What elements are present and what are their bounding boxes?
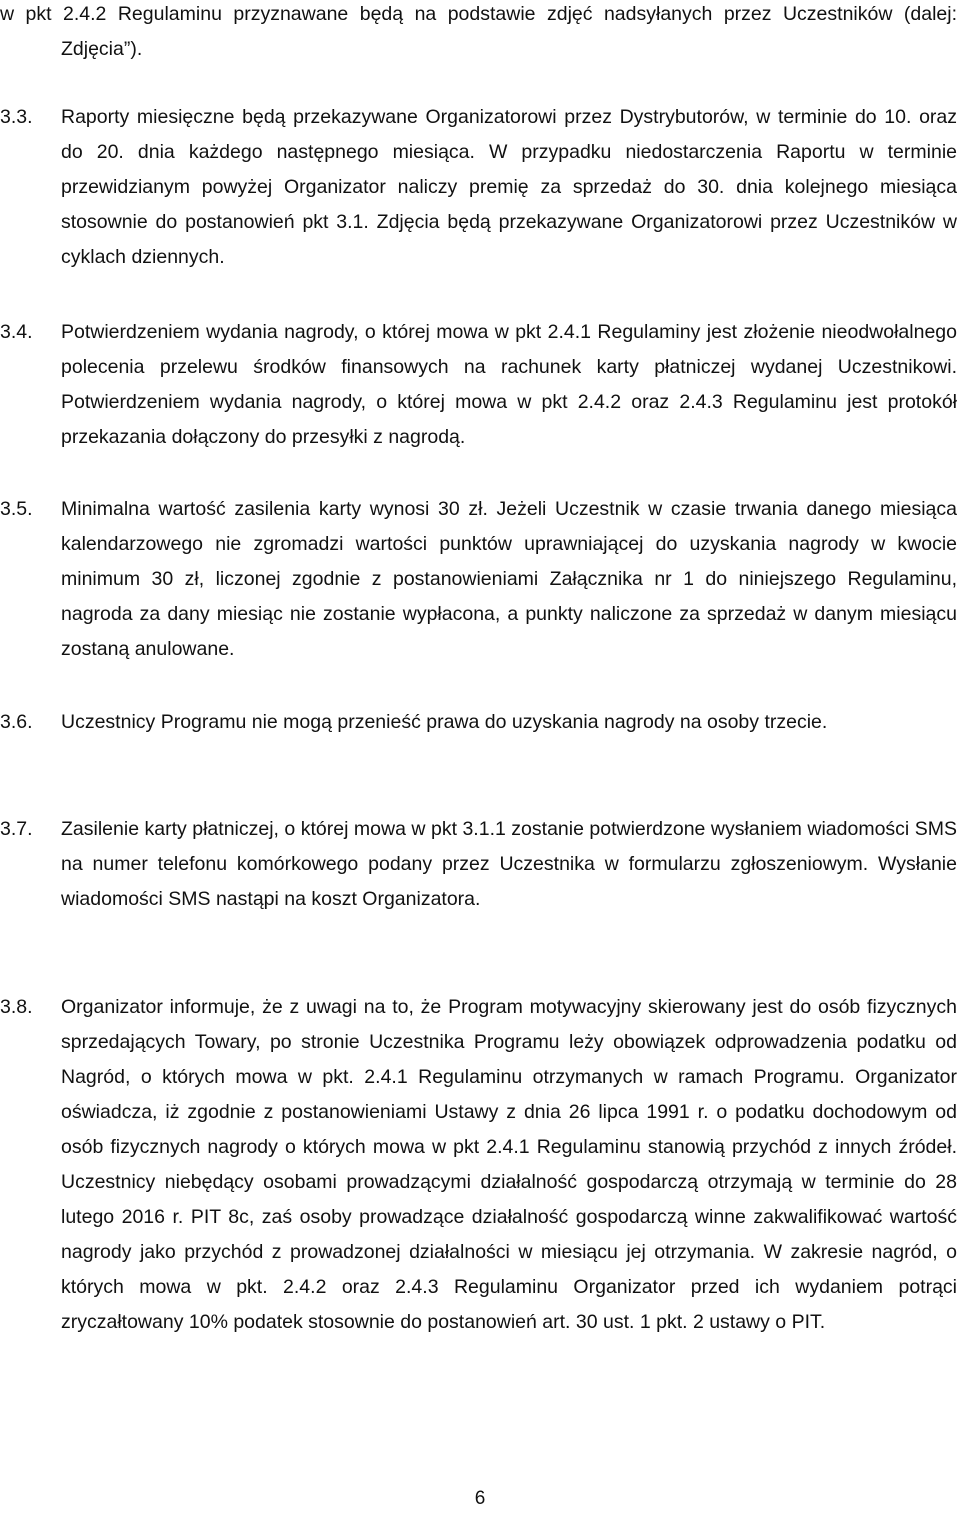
intro-paragraph [0, 0, 957, 67]
section-number: 3.8. [0, 996, 33, 1018]
page-number: 6 [474, 1488, 486, 1509]
section-text: Organizator informuje, że z uwagi na to, że Program motywacyjny skierowany jest do osób fizycznych sprzedających Towary, po stronie Uczestnika Programu leży obowiązek odprowadzenia podatku od Nagród, o których mowa w pkt. 2.4.1 Regulaminu otrzymanych w ramach Programu. Organizator oświadcza, iż zgodnie z postanowieniami Ustawy z dnia 26 lipca 1991 r. o podatku dochodowym od osób fizycznych nagrody o których mowa w pkt 2.4.1 Regulaminu stanowią przychód z innych źródeł. Uczestnicy niebędący osobami prowadzącymi działalność gospodarczą otrzymają w terminie do 28 lutego 2016 r. PIT 8c, zaś osoby prowadzące działalność gospodarczą winne zakwalifikować wartość nagrody jako przychód z prowadzonej działalności w miesiącu jej otrzymania. W zakresie nagród, o których mowa w pkt. 2.4.2 oraz 2.4.3 Regulaminu Organizator przed ich wydaniem potrąci zryczałtowany 10% podatek stosownie do postanowień art. 30 ust. 1 pkt. 2 ustawy o PIT. [61, 996, 957, 1333]
section-text: Zasilenie karty płatniczej, o której mowa w pkt 3.1.1 zostanie potwierdzone wysłaniem wiadomości SMS na numer telefonu komórkowego podany przez Uczestnika w formularzu zgłoszeniowym. Wysłanie wiadomości SMS nastąpi na koszt Organizatora. [61, 818, 957, 910]
section-number: 3.5. [0, 498, 33, 520]
section-number: 3.6. [0, 711, 33, 733]
section-text: Potwierdzeniem wydania nagrody, o której mowa w pkt 2.4.1 Regulaminy jest złożenie nieodwołalnego polecenia przelewu środków finansowych na rachunek karty płatniczej wydanej Uczestnikowi. Potwierdzeniem wydania nagrody, o której mowa w pkt 2.4.2 oraz 2.4.3 Regulaminu jest protokół przekazania dołączony do przesyłki z nagrodą. [61, 321, 957, 448]
section-text: Raporty miesięczne będą przekazywane Organizatorowi przez Dystrybutorów, w terminie do 10. oraz do 20. dnia każdego następnego miesiąca. W przypadku niedostarczenia Raportu w terminie przewidzianym powyżej Organizator naliczy premię za sprzedaż do 30. dnia kolejnego miesiąca stosownie do postanowień pkt 3.1. Zdjęcia będą przekazywane Organizatorowi przez Uczestników w cyklach dziennych. [61, 106, 957, 268]
section-number: 3.7. [0, 818, 33, 840]
intro-text: w pkt 2.4.2 Regulaminu przyznawane będą na podstawie zdjęć nadsyłanych przez Uczestników (dalej: Zdjęcia”). [0, 3, 957, 60]
section-number: 3.3. [0, 106, 33, 128]
section-number: 3.4. [0, 321, 33, 343]
section-text: Minimalna wartość zasilenia karty wynosi 30 zł. Jeżeli Uczestnik w czasie trwania danego miesiąca kalendarzowego nie zgromadzi wartości punktów uprawniającej do uzyskania nagrody w kwocie minimum 30 zł, liczonej zgodnie z postanowieniami Załącznika nr 1 do niniejszego Regulaminu, nagroda za dany miesiąc nie zostanie wypłacona, a punkty naliczone za sprzedaż w danym miesiącu zostaną anulowane. [61, 498, 957, 660]
section-text: Uczestnicy Programu nie mogą przenieść prawa do uzyskania nagrody na osoby trzecie. [61, 711, 828, 733]
